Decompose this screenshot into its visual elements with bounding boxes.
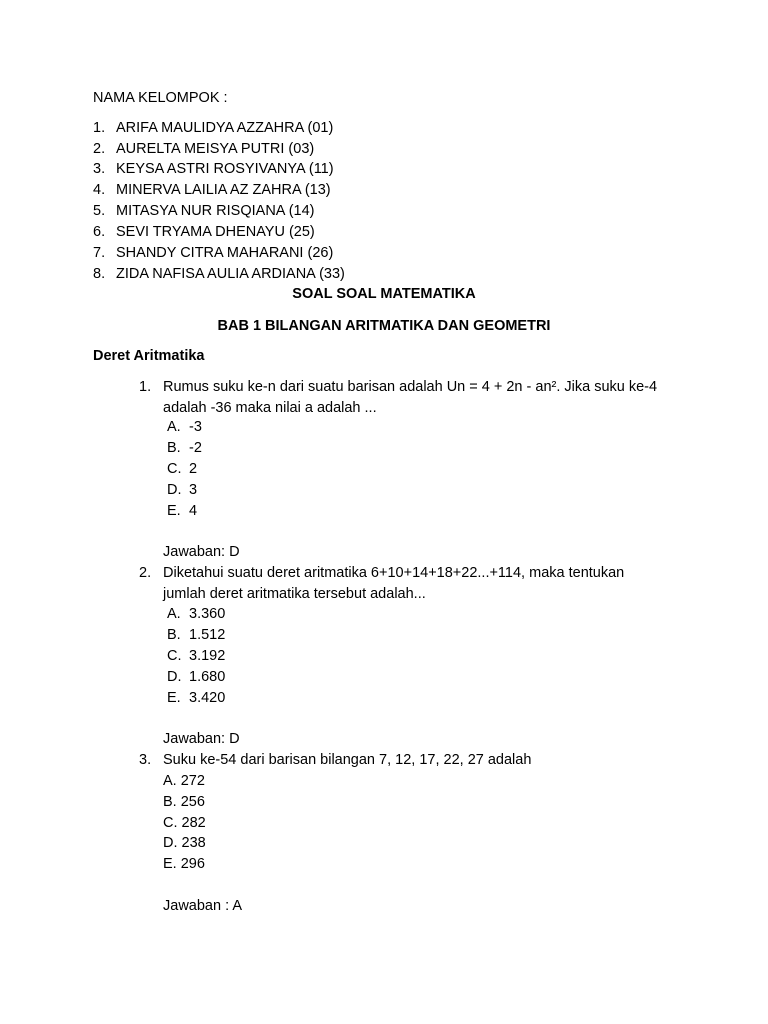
answer-text: Jawaban : A bbox=[163, 898, 242, 914]
question-text: jumlah deret aritmatika tersebut adalah... bbox=[163, 586, 426, 602]
chapter-title: BAB 1 BILANGAN ARITMATIKA DAN GEOMETRI bbox=[217, 318, 551, 334]
document-title: SOAL SOAL MATEMATIKA bbox=[292, 286, 476, 302]
question-text: adalah -36 maka nilai a adalah ... bbox=[163, 400, 377, 416]
answer-text: Jawaban: D bbox=[163, 544, 240, 560]
section-heading: Deret Aritmatika bbox=[93, 348, 205, 364]
question-number: 1. bbox=[139, 379, 152, 395]
answer-text: Jawaban: D bbox=[163, 731, 240, 747]
question-text: Suku ke-54 dari barisan bilangan 7, 12, 17, 22, 27 adalah bbox=[163, 752, 532, 768]
question-text: Diketahui suatu deret aritmatika 6+10+14+18+22...+114, maka tentukan bbox=[163, 565, 625, 581]
document-page: NAMA KELOMPOK : 1. ARIFA MAULIDYA AZZAHRA (01) 2. AURELTA MEISYA PUTRI (03) 3. KEYSA ASTRI ROSYIVANYA (11) 4. MINERVA LAILIA AZ ZAHRA (13) 5. MITASYA NUR RISQIANA (14) 6. SEVI TRYAMA DHENAYU (25) 7. SHANDY CITRA MAHARANI (26) 8. ZIDA NAFISA AULIA ARDIANA (33) SOAL SOAL MATEMATIKA BAB 1 BILANGAN ARITMATIKA DAN GEOMETRI Deret Aritmatika 1. Rumus suku ke-n dari suatu barisan adalah Un = 4 + 2n - an². Jika suku ke-4 adalah -36 maka nilai a adalah ... A. -3 B. -2 C. 2 D. 3 E. 4 Jawaban: D 2. Diketahui suatu deret aritmatika 6+10+14+18+22...+114, maka tentukan jumlah deret aritmatika tersebut adalah... A. 3.360 B. 1.512 C. 3.192 D. 1.680 E. 3.420 Jawaban: D 3. Suku ke-54 dari barisan bilangan 7, 12, 17, 22, 27 adalah A. 272 B. 256 C. 282 D. 238 E. 296 Jawaban : A bbox=[0, 0, 768, 1024]
question-number: 2. bbox=[139, 565, 152, 581]
group-heading: NAMA KELOMPOK : bbox=[93, 90, 228, 106]
question-number: 3. bbox=[139, 752, 152, 768]
question-text: Rumus suku ke-n dari suatu barisan adalah Un = 4 + 2n - an². Jika suku ke-4 bbox=[163, 379, 658, 395]
